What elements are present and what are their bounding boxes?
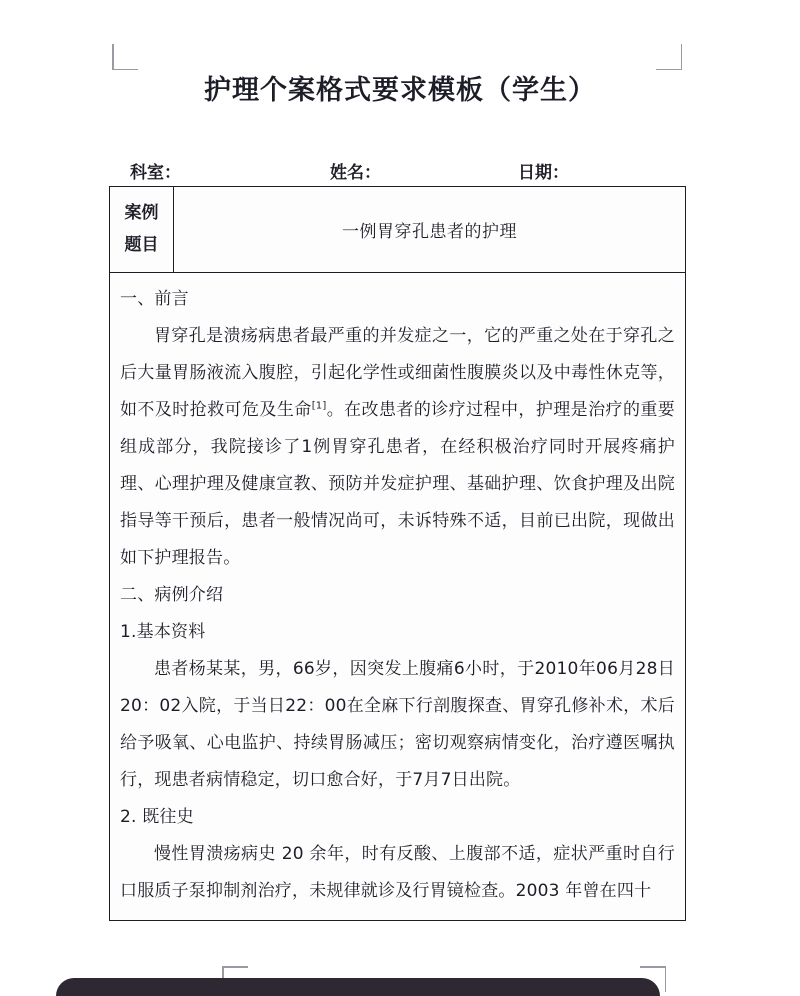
date-label: 日期： [518,163,569,183]
preface-paragraph [120,318,675,577]
preface-heading: 一、前言 [120,289,189,309]
table-row [110,187,685,273]
preface-text-part1: 胃穿孔是溃疡病患者最严重的并发症之一，它的严重之处在于穿孔之后大量胃肠液流入腹腔，引起化学性或细菌性腹膜炎以及中毒性休克等，如不及时抢救可危及生命 [120,326,675,420]
history-paragraph: 慢性胃溃疡病史 20 余年，时有反酸、上腹部不适，症状严重时自行口服质子泵抑制剂治疗，未规律就诊及行胃镜检查。2003 年曾在四十 [120,844,675,901]
patient-name-label: 姓名： [330,163,381,183]
case-body-cell [110,273,685,920]
header-fields-row [130,158,686,182]
department-label: 科室： [130,163,181,183]
preface-text-part2: 。在改患者的诊疗过程中，护理是治疗的重要组成部分，我院接诊了1例胃穿孔患者，在经积极治疗同时开展疼痛护理、心理护理及健康宣教、预防并发症护理、基础护理、饮食护理及出院指导等干预后，患者一般情况尚可，未诉特殊不适，目前已出院，现做出如下护理报告。 [120,400,676,568]
page-title: 护理个案格式要求模板（学生） [204,75,596,106]
case-title-label-cell [110,187,174,272]
bottom-overlay-bar [56,978,660,996]
case-intro-heading: 二、病例介绍 [120,585,224,605]
crop-mark-top-right [656,44,682,70]
history-heading: 2. 既往史 [120,807,194,827]
case-title-label-line2: 题目 [124,234,159,255]
crop-mark-top-left [112,44,138,70]
case-title-value-cell: 一例胃穿孔患者的护理 [342,222,517,242]
basic-info-heading: 1.基本资料 [120,622,206,642]
case-title-label-line1: 案例 [124,203,159,224]
basic-info-paragraph: 患者杨某某，男，66岁，因突发上腹痛6小时，于2010年06月28日20：02入院，于当日22：00在全麻下行剖腹探查、胃穿孔修补术，术后给予吸氧、心电监护、持续胃肠减压；密切观察病情变化，治疗遵医嘱执行，现患者病情稳定，切口愈合好，于7月7日出院。 [120,659,675,790]
case-table [109,186,686,921]
footnote-reference: [1] [311,400,327,412]
